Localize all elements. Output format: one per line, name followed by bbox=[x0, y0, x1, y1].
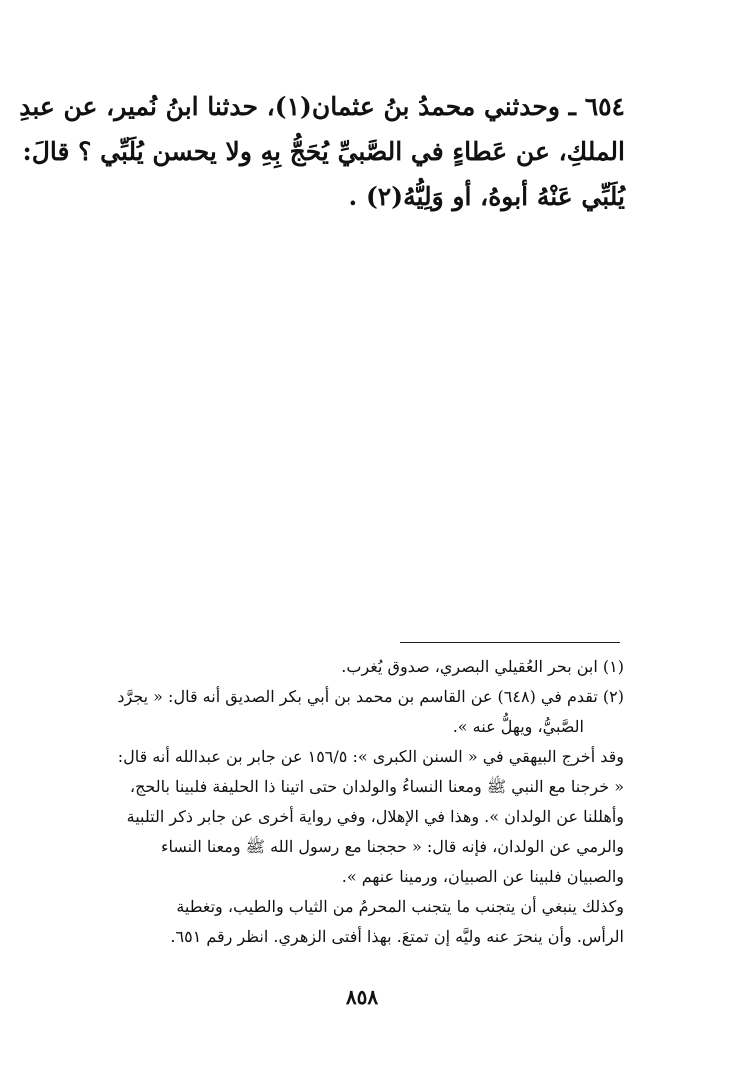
footnote-separator bbox=[400, 642, 620, 643]
footnote-2-line-8: وكذلك ينبغي أن يتجنب ما يتجنب المحرمُ من الثياب والطيب، وتغطية bbox=[176, 897, 624, 916]
footnote-2-line-1: (٢) تقدم في (٦٤٨) عن القاسم بن محمد بن أبي بكر الصديق أنه قال: « يجرَّد bbox=[117, 687, 624, 706]
footnote-2-line-4: « خرجنا مع النبي ﷺ ومعنا النساءُ والولدان حتى اتينا ذا الحليفة فلبينا بالحج، bbox=[129, 777, 624, 796]
page-number: ٨٥٨ bbox=[345, 985, 379, 1009]
footnote-2-line-2: الصَّبيُّ، ويهلُّ عنه ». bbox=[452, 717, 584, 736]
hadith-line-2: الملكِ، عن عَطاءٍ في الصَّبيِّ يُحَجُّ بِهِ ولا يحسن يُلَبِّي ؟ قالَ: bbox=[22, 137, 625, 166]
footnote-2-line-3: وقد أخرج البيهقي في « السنن الكبرى »: ١٥٦/٥ عن جابر بن عبدالله أنه قال: bbox=[117, 747, 624, 766]
footnote-1: (١) ابن بحر العُقيلي البصري، صدوق يُغرب. bbox=[341, 657, 624, 676]
hadith-text bbox=[19, 84, 625, 219]
footnote-2-line-5: وأهللنا عن الولدان ». وهذا في الإهلال، وفي رواية أخرى عن جابر ذكر التلبية bbox=[126, 807, 624, 826]
footnote-2-line-9: الرأس. وأن ينحرَ عنه وليَّه إن تمتعَ. بهذا أفتى الزهري. انظر رقم ٦٥١. bbox=[170, 927, 624, 946]
footnotes bbox=[92, 652, 624, 952]
footnote-2-line-7: والصبيان فلبينا عن الصبيان، ورمينا عنهم ». bbox=[341, 867, 624, 886]
footnote-2-line-6: والرمي عن الولدان، فإنه قال: « حججنا مع رسول الله ﷺ ومعنا النساء bbox=[160, 837, 624, 856]
hadith-line-3: يُلَبِّي عَنْهُ أبوهُ، أو وَلِيُّهُ(٢) . bbox=[348, 182, 625, 211]
hadith-line-1: ٦٥٤ ـ وحدثني محمدُ بنُ عثمان(١)، حدثنا ابنُ نُمير، عن عبدِ bbox=[19, 92, 625, 121]
